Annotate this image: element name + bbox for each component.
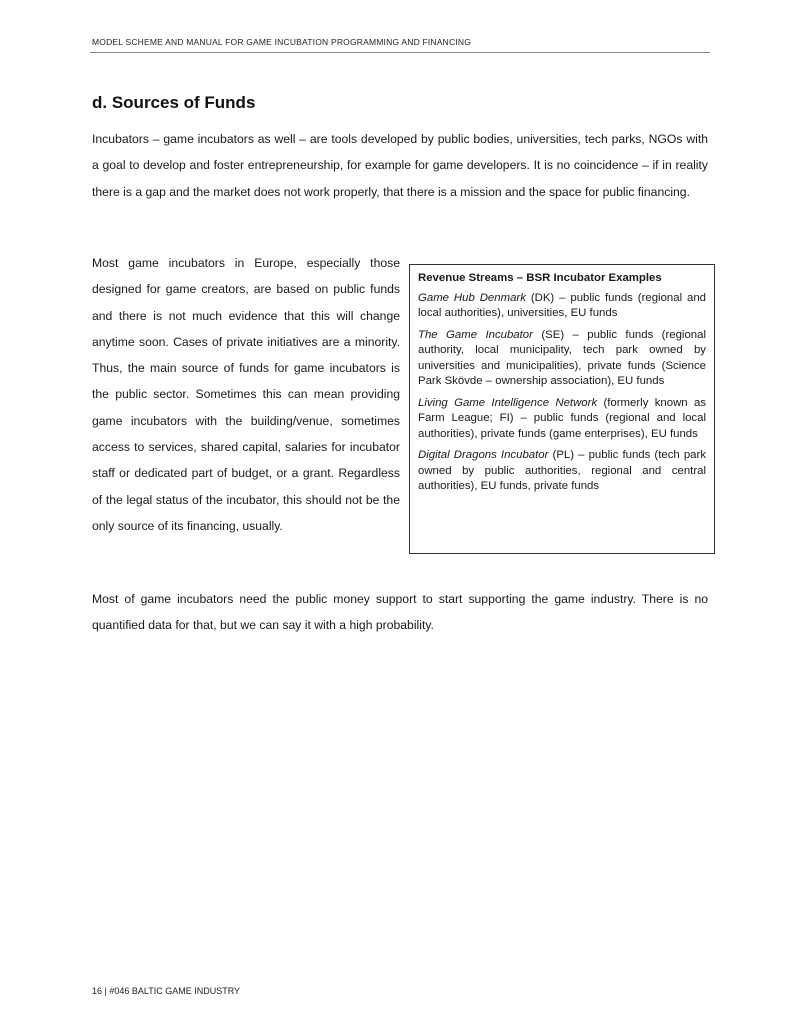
box-entry xyxy=(418,328,706,390)
box-entry xyxy=(418,448,706,495)
body-paragraph: Most of game incubators need the public money support to start supporting the game industry. There is no quantified data for that, but we can say it with a high probability. xyxy=(92,592,708,633)
entry-text: (PL) – public funds (tech park owned by public authorities, regional and central authorities), EU funds, private funds xyxy=(418,449,707,492)
box-entry xyxy=(418,291,706,322)
body-paragraph: Most game incubators in Europe, especially those designed for game creators, are based on public funds and there is not much evidence that this will change anytime soon. Cases of private initiatives are a minority. Thus, the main source of funds for game incubators is the public sector. Sometimes this can mean providing game incubators with the building/venue, sometimes access to services, shared capital, salaries for incubator staff or dedicated part of budget, or a grant. Regardless of the legal status of the incubator, this should not be the only source of its financing, usually. xyxy=(92,256,400,533)
box-entry xyxy=(418,396,706,443)
body-paragraph: Incubators – game incubators as well – are tools developed by public bodies, universities, tech parks, NGOs with a goal to develop and foster entrepreneurship, for example for game developers. It is no coincidence – if in reality there is a gap and the market does not work properly, that there is a mission and the space for public financing. xyxy=(92,132,708,199)
incubator-name: The Game Incubator xyxy=(418,328,533,341)
incubator-name: Living Game Intelligence Network xyxy=(418,396,598,409)
entry-text: (DK) – public funds (regional and local authorities), universities, EU funds xyxy=(418,291,707,319)
entry-text: (formerly known as Farm League; FI) – public funds (regional and local authorities), private funds (game enterprises), EU funds xyxy=(418,396,706,440)
running-header: MODEL SCHEME AND MANUAL FOR GAME INCUBATION PROGRAMMING AND FINANCING xyxy=(92,37,472,47)
box-title: Revenue Streams – BSR Incubator Examples xyxy=(418,272,662,284)
section-title: d. Sources of Funds xyxy=(92,93,256,112)
incubator-name: Digital Dragons Incubator xyxy=(418,449,549,461)
entry-text: (SE) – public funds (regional authority, local municipality, tech park owned by universities and municipalities), private funds (Science Park Skövde – ownership association), EU funds xyxy=(418,328,706,387)
header-divider xyxy=(90,52,710,53)
page-footer: 16 | #046 BALTIC GAME INDUSTRY xyxy=(92,986,241,996)
incubator-name: Game Hub Denmark xyxy=(418,291,526,304)
revenue-streams-box xyxy=(409,264,715,554)
